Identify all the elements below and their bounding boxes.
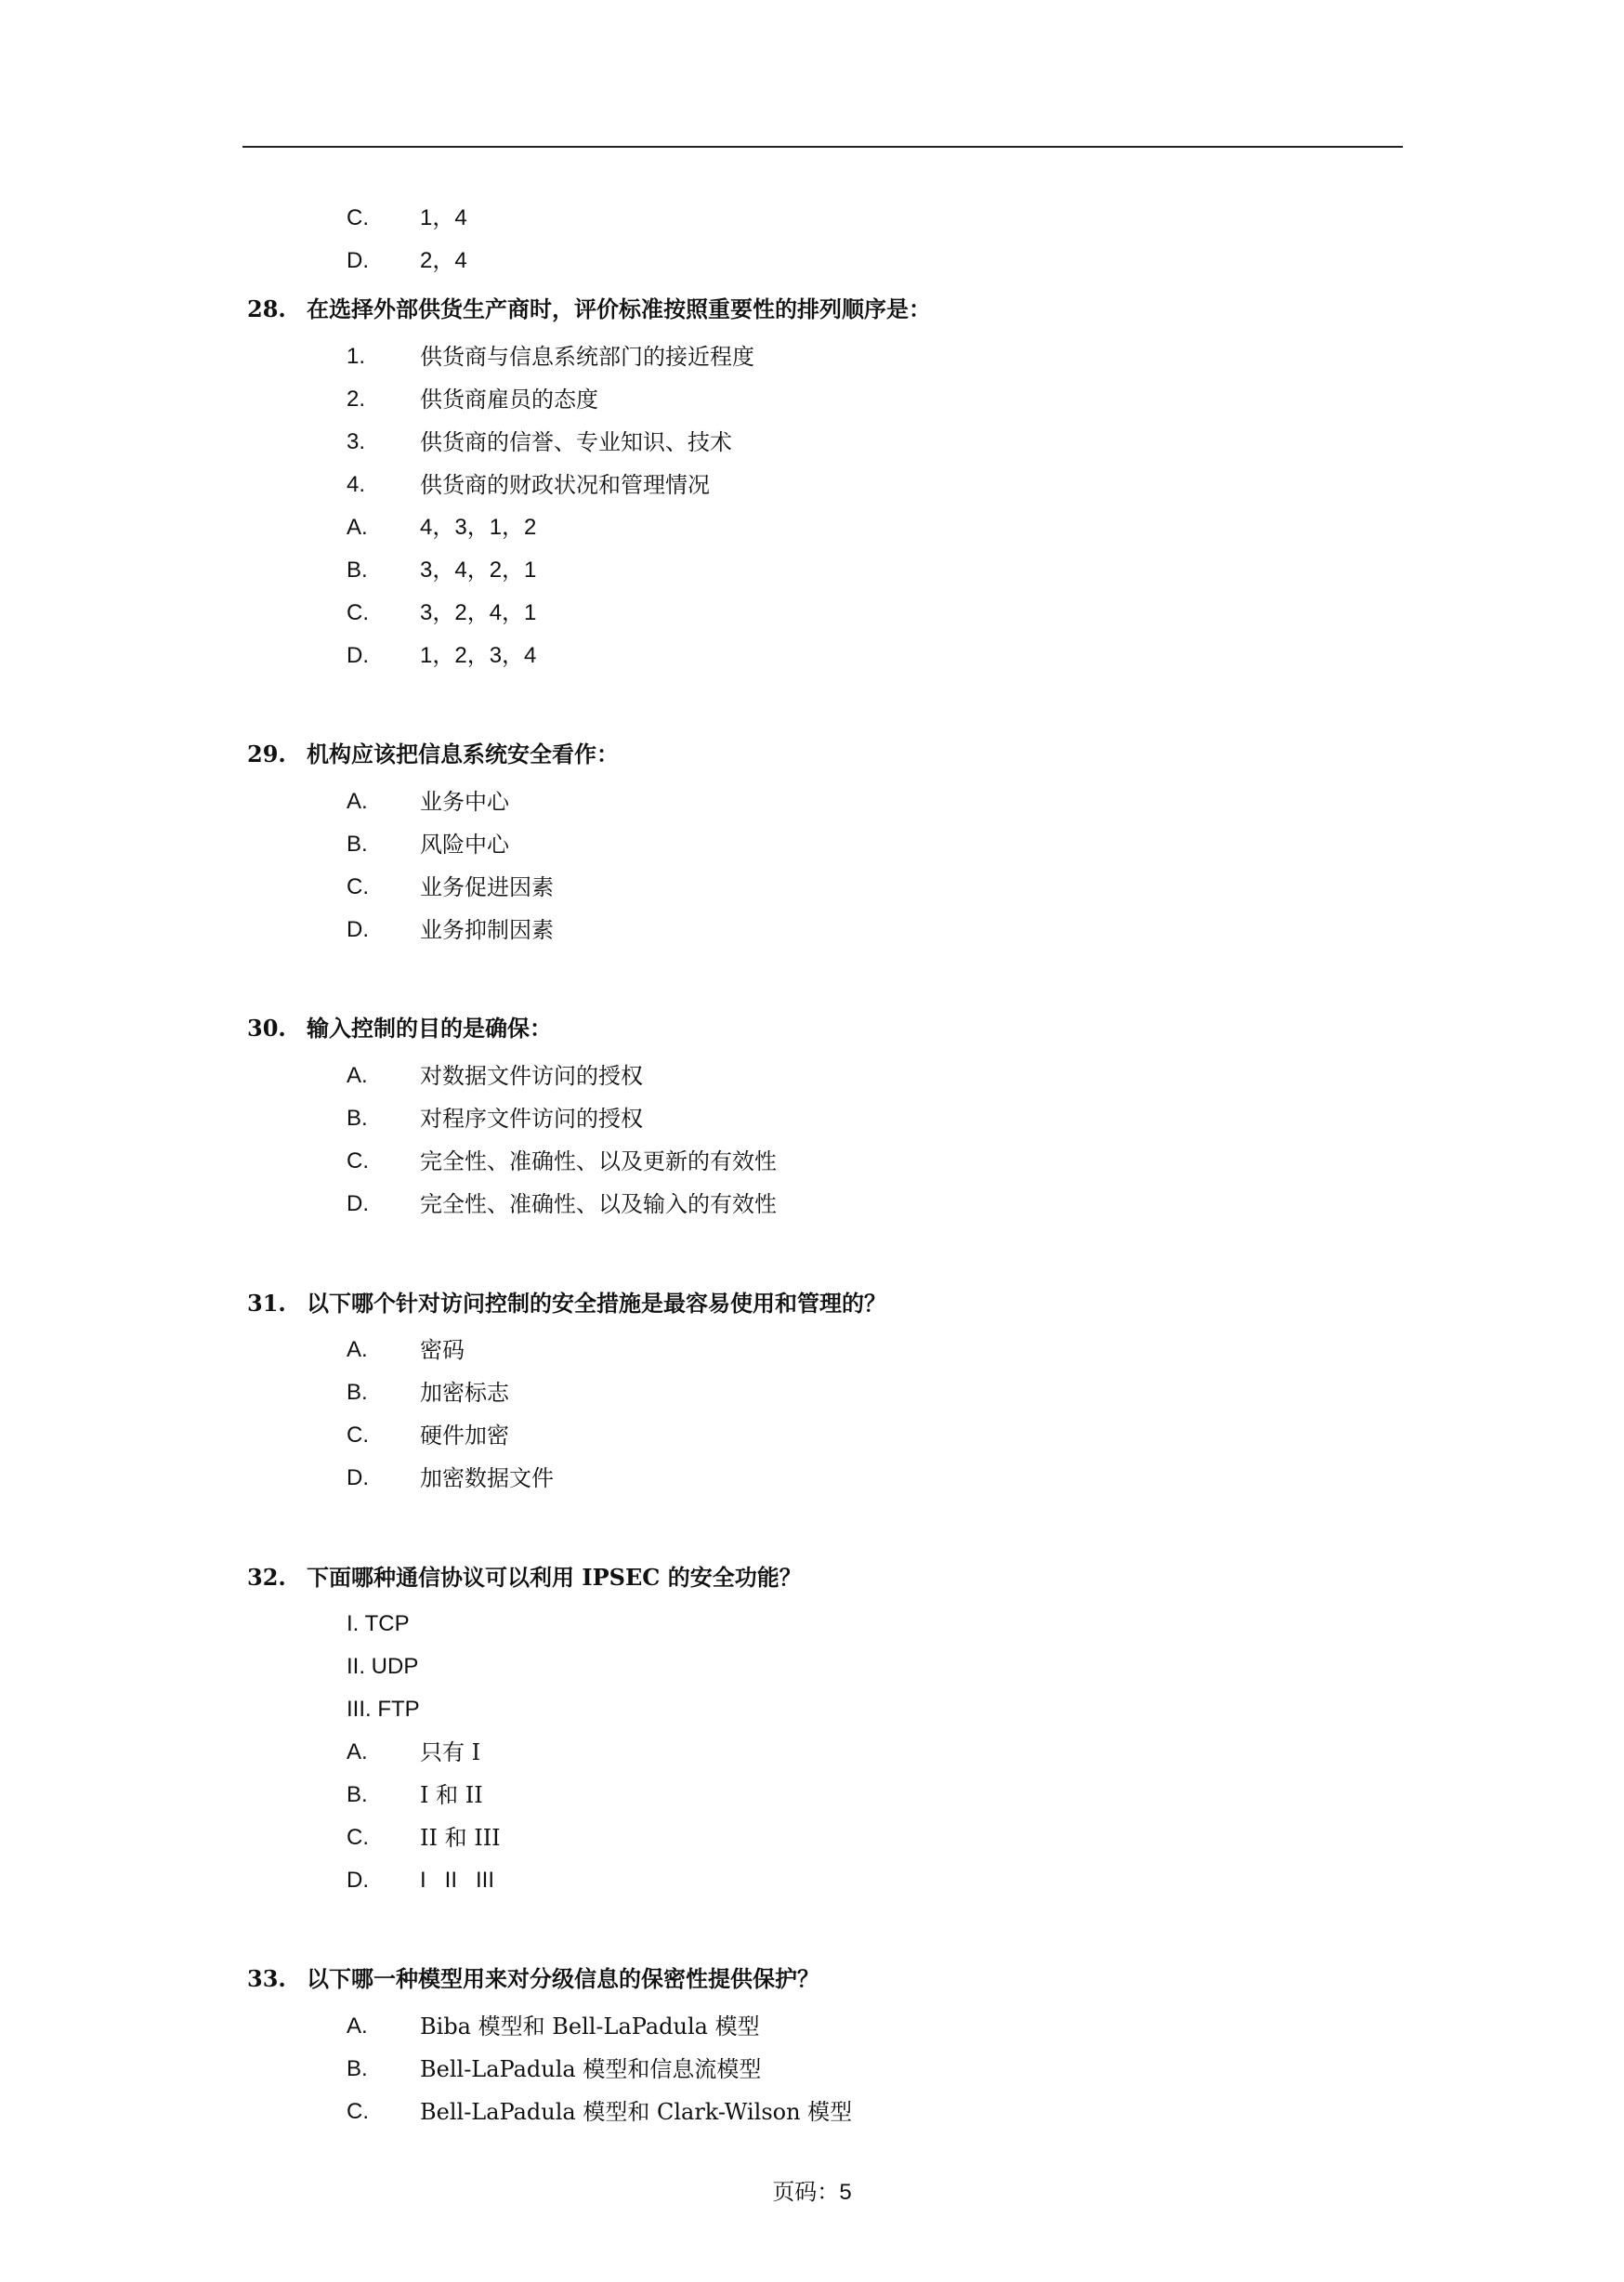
question-31: 31. 以下哪个针对访问控制的安全措施是最容易使用和管理的？ — [247, 1290, 886, 1317]
list-item: III. FTP — [347, 1697, 420, 1722]
page-number: 5 — [839, 2180, 852, 2205]
document-page: C. 1，4 D. 2，4 28. 在选择外部供货生产商时，评价标准按照重要性的排列顺序是： 1. 供货商与信息系统部门的接近程度 2. 供货商雇员的态度 3. 供货商的信誉、专业知识、技术 4. 供货商的财政状况和管理情况 A. 4，3，1，2 B. 3，4，2，1 C. 3，2，4，1 D. 1，2，3，4 29. 机构应该把信息系统安全看作： A. 业务中心 B. 风险中心 C. 业务促进因素 D. 业务抑制因素 30. 输入控制的目的是确保： A. 对数据文件访问的授权 B. 对程序文件访问的授权 C. 完全性、准确性、以及更新的有效性 D. 完全性、准确性、以及输入的有效性 31. 以下哪个针对访问控制的安全措施是最容易使用和管理的？ A. 密码 B. 加密标志 C. 硬件加密 D. 加密数据文件 32. 下面哪种通信协议可以利用 IPSEC 的安全功能？ I. TCP II. UDP III. FTP A. 只有 I B. I 和 II C. II 和 III D. I II III 33. 以下哪一种模型用来对分级信息的保密性提供保护？ A. Biba 模型和 Bell-LaPadula 模型 B. Bell-LaPadula 模型和信息流模型 C. Bell-LaPadula 模型和 Clark-Wilson 模型 页码：5 — [0, 0, 1624, 2282]
question-28: 28. 在选择外部供货生产商时，评价标准按照重要性的排列顺序是： — [247, 295, 931, 322]
question-33: 33. 以下哪一种模型用来对分级信息的保密性提供保护？ — [247, 1965, 819, 1992]
list-item: II. UDP — [347, 1654, 419, 1679]
list-item: I. TCP — [347, 1611, 410, 1636]
page-footer — [0, 2178, 1624, 2207]
page-number-label: 页码： — [772, 2179, 840, 2205]
question-32: 32. 下面哪种通信协议可以利用 IPSEC 的安全功能？ — [247, 1564, 802, 1591]
header-rule — [242, 146, 1403, 148]
question-29: 29. 机构应该把信息系统安全看作： — [247, 741, 619, 767]
question-30: 30. 输入控制的目的是确保： — [247, 1015, 552, 1042]
